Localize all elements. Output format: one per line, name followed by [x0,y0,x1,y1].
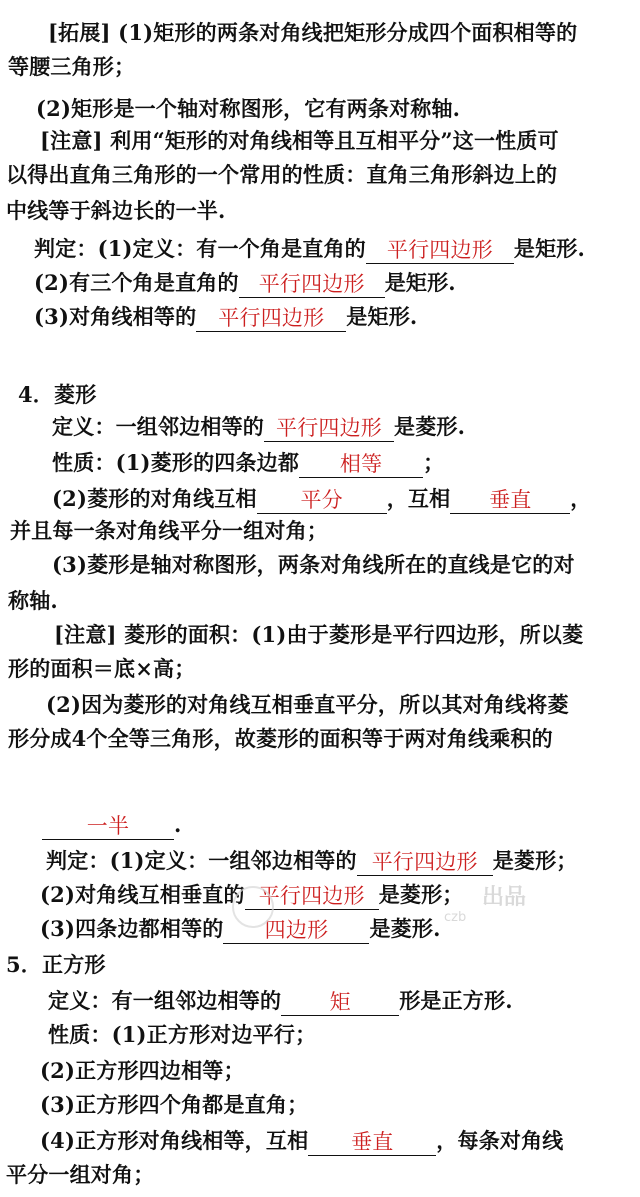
text-line: [拓展] (1)矩形的两条对角线把矩形分成四个面积相等的 [48,20,578,45]
text: 定义：有一组邻边相等的 [48,988,282,1013]
text-line: 并且每一条对角线平分一组对角； [10,518,328,543]
watermark-text: 出品 [482,885,527,910]
answer-fill: 平行四边形 [258,272,365,296]
answer-blank [196,305,346,332]
text-line: (2)正方形四边相等； [40,1058,245,1083]
answer-fill: 平行四边形 [218,306,325,330]
text: 是菱形； [492,848,578,873]
rhombus-prop2 [52,484,592,514]
answer-blank [357,849,493,876]
answer-blank [239,271,385,298]
text-line: 称轴. [8,588,58,613]
answer-blank [450,487,570,514]
text: 性质：(1)菱形的四条边都 [52,450,300,475]
text: 形是正方形. [399,988,513,1013]
text: ，每条对角线 [436,1128,564,1153]
text-line: (2)矩形是一个轴对称图形，它有两条对称轴. [36,96,461,121]
text-line: [注意] 利用“矩形的对角线相等且互相平分”这一性质可 [40,128,559,153]
square-def [48,986,513,1016]
text: ，互相 [386,486,451,511]
text: 是矩形. [346,304,418,329]
text-line: 性质：(1)正方形对边平行； [48,1022,317,1047]
text: (2)菱形的对角线互相 [52,486,257,511]
answer-fill: 一半 [86,814,130,838]
text: (3)对角线相等的 [34,304,197,329]
text-line: 平分一组对角； [6,1162,155,1187]
answer-fill: 相等 [339,452,383,476]
answer-fill: 垂直 [351,1130,394,1154]
text: (2)有三个角是直角的 [34,270,239,295]
answer-fill: 平分 [300,488,343,512]
text: ； [423,450,445,475]
rhombus-judge-1 [46,846,578,876]
text: 是矩形. [384,270,456,295]
rect-judge-line-3 [34,302,417,332]
answer-blank [264,415,394,442]
text-line: 形分成4个全等三角形，故菱形的面积等于两对角线乘积的 [8,726,553,751]
text: 判定：(1)定义：一组邻边相等的 [46,848,357,873]
square-prop4 [40,1126,564,1156]
watermark-logo-icon [232,886,274,928]
rhombus-def [52,412,465,442]
watermark-url: czb [444,910,467,925]
answer-fill: 矩 [329,990,351,1014]
answer-blank [299,451,423,478]
text-line: (2)因为菱形的对角线互相垂直平分，所以其对角线将菱 [46,692,569,717]
answer-fill: 四边形 [264,918,329,942]
text: . [174,812,182,837]
square-heading: 5．正方形 [6,952,106,977]
text: 是菱形. [394,414,466,439]
rhombus-note2-answer [42,810,182,840]
watermark [232,876,532,932]
answer-fill: 垂直 [489,488,532,512]
text-line: 中线等于斜边长的一半. [6,198,226,223]
rect-judge-line-1 [34,234,585,264]
answer-fill: 平行四边形 [371,850,478,874]
rhombus-prop1 [52,448,444,478]
answer-fill: 平行四边形 [258,884,365,908]
text-line: [注意] 菱形的面积：(1)由于菱形是平行四边形，所以菱 [54,622,584,647]
answer-blank [281,989,399,1016]
text: ， [570,486,592,511]
text-line: 以得出直角三角形的一个常用的性质：直角三角形斜边上的 [6,162,558,187]
rect-judge-line-2 [34,268,456,298]
rhombus-heading: 4．菱形 [18,382,97,407]
answer-blank [257,487,387,514]
text: 是菱形； [378,882,464,907]
text-line: (3)菱形是轴对称图形，两条对角线所在的直线是它的对 [52,552,575,577]
text: 是菱形. [369,916,441,941]
text: (4)正方形对角线相等，互相 [40,1128,309,1153]
text: (3)四条边都相等的 [40,916,224,941]
answer-fill: 平行四边形 [276,416,382,440]
answer-blank [308,1129,436,1156]
text: 定义：一组邻边相等的 [52,414,264,439]
answer-blank [366,237,514,264]
text: (2)对角线互相垂直的 [40,882,245,907]
text-line: (3)正方形四个角都是直角； [40,1092,309,1117]
answer-blank [42,813,174,840]
text: 是矩形. [513,236,586,261]
answer-fill: 平行四边形 [386,238,493,262]
text-line: 等腰三角形； [8,54,136,79]
text-line: 形的面积＝底×高； [8,656,196,681]
text: 判定：(1)定义：有一个角是直角的 [34,236,366,261]
